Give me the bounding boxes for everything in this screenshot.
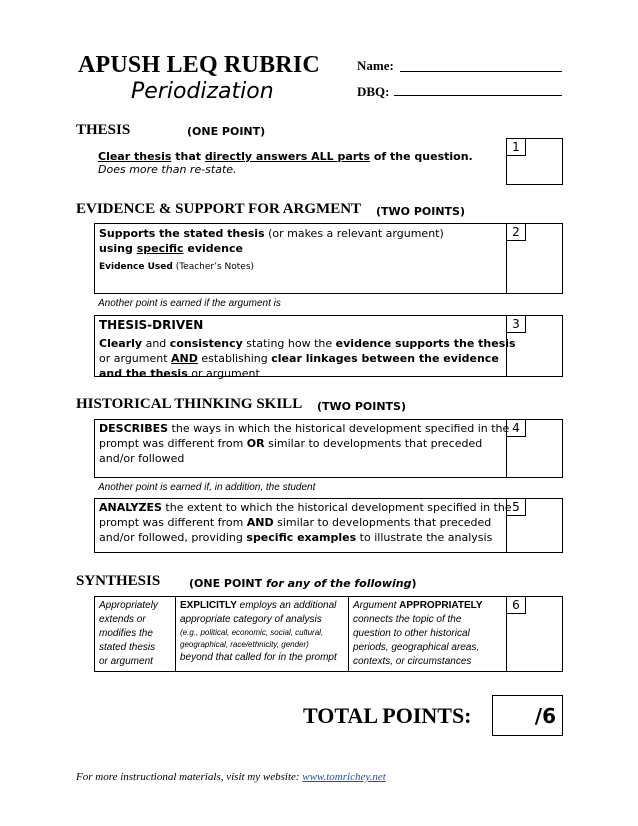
synthesis-option-3-line: periods, geographical areas, — [353, 642, 480, 653]
synthesis-option-3-line: connects the topic of the — [353, 614, 462, 625]
name-label: Name: — [357, 58, 394, 73]
evidence-row1-e: evidence — [183, 242, 243, 255]
footer-text: For more instructional materials, visit my website: — [76, 771, 303, 783]
evidence-used-label: Evidence Used — [99, 262, 173, 272]
historical-row1-b: the ways in which the historical development specified in the — [168, 422, 510, 435]
evidence-criterion-2 — [99, 336, 516, 381]
thesis-note: Does more than re-state. — [98, 163, 237, 176]
historical-heading: HISTORICAL THINKING SKILL — [76, 396, 303, 412]
synthesis-points — [189, 577, 417, 590]
historical-between-note: Another point is earned if, in addition, the student — [98, 482, 316, 493]
historical-row1-f: and/or followed — [99, 452, 185, 465]
evidence-row2-h: establishing — [197, 352, 272, 365]
evidence-row2-f: or argument — [99, 352, 172, 365]
synthesis-points-b: for any of the following — [265, 577, 412, 590]
historical-row2-e: similar to developments that preceded — [273, 516, 492, 529]
evidence-between-note: Another point is earned if the argument is — [98, 298, 281, 309]
total-points-box[interactable] — [492, 695, 563, 736]
evidence-row2-k: or argument — [187, 367, 260, 380]
thesis-criterion-d: of the question. — [370, 150, 473, 163]
synthesis-score-box[interactable] — [506, 597, 563, 671]
evidence-row2-g: AND — [171, 352, 198, 365]
page-subtitle: Periodization — [131, 79, 274, 104]
evidence-score-box-1[interactable] — [506, 224, 563, 293]
evidence-row1-d: specific — [136, 242, 184, 255]
synthesis-option-3-line: question to other historical — [353, 628, 470, 639]
evidence-row2-e: evidence supports the thesis — [335, 337, 516, 350]
evidence-used-note: (Teacher’s Notes) — [172, 262, 255, 272]
evidence-row-1 — [94, 223, 563, 294]
synthesis-option-1 — [99, 599, 158, 669]
evidence-row2-i: clear linkages between the evidence — [271, 352, 499, 365]
dbq-label: DBQ: — [357, 84, 390, 99]
thesis-score-number: 1 — [507, 139, 526, 156]
evidence-used — [99, 261, 254, 274]
historical-score-number-1: 4 — [507, 420, 526, 437]
evidence-score-number-2: 3 — [507, 316, 526, 333]
synthesis-option-1-line: stated thesis — [99, 642, 156, 653]
synthesis-option-3 — [353, 599, 503, 669]
synthesis-points-a: (ONE POINT — [189, 577, 266, 590]
evidence-row2-c: consistency — [169, 337, 243, 350]
historical-row-2 — [94, 498, 563, 553]
historical-row2-c: prompt was different from — [99, 516, 247, 529]
thesis-criterion-c: directly answers ALL parts — [204, 150, 371, 163]
historical-row2-h: to illustrate the analysis — [356, 531, 493, 544]
evidence-row1-c: using — [99, 242, 137, 255]
synthesis-option-2 — [180, 599, 346, 665]
synthesis-heading: SYNTHESIS — [76, 573, 161, 589]
thesis-heading: THESIS — [76, 122, 131, 138]
synthesis-option-2-d: beyond that called for in the prompt — [180, 652, 337, 663]
historical-criterion-1 — [99, 421, 509, 466]
historical-points: (TWO POINTS) — [317, 400, 407, 413]
historical-row1-d: OR — [246, 437, 265, 450]
dbq-field[interactable] — [394, 95, 562, 96]
historical-row2-d: AND — [246, 516, 274, 529]
synthesis-points-c: ) — [411, 577, 417, 590]
synthesis-option-2-example: (e.g., political, economic, social, cultural, — [180, 628, 324, 637]
historical-row1-e: similar to developments that preceded — [264, 437, 483, 450]
synthesis-option-2-example: geographical, race/ethnicity, gender) — [180, 640, 309, 649]
evidence-row2-j: and the thesis — [99, 367, 188, 380]
footer-website-link[interactable]: www.tomrichey.net — [302, 771, 386, 783]
synthesis-option-1-line: extends or — [99, 614, 146, 625]
synthesis-option-3-b: APPROPRIATELY — [399, 600, 483, 611]
historical-row2-f: and/or followed, providing — [99, 531, 247, 544]
synthesis-option-2-a: EXPLICITLY — [180, 600, 237, 611]
historical-score-box-2[interactable] — [506, 499, 563, 552]
historical-row-1 — [94, 419, 563, 478]
synthesis-score-number: 6 — [507, 597, 526, 614]
evidence-row2-a: Clearly — [99, 337, 143, 350]
evidence-points: (TWO POINTS) — [376, 205, 466, 218]
historical-row2-b: the extent to which the historical development specified in the — [161, 501, 512, 514]
historical-criterion-2 — [99, 500, 512, 545]
evidence-row1-b: (or makes a relevant argument) — [264, 227, 444, 240]
thesis-criterion-a: Clear thesis — [98, 150, 172, 163]
synthesis-option-2-b: employs an additional — [236, 600, 337, 611]
evidence-row1-a: Supports the stated thesis — [99, 227, 265, 240]
historical-row1-c: prompt was different from — [99, 437, 247, 450]
synthesis-option-1-line: Appropriately — [99, 600, 158, 611]
evidence-row2-d: stating how the — [242, 337, 336, 350]
synthesis-divider-2 — [348, 597, 349, 671]
thesis-criterion-b: that — [171, 150, 205, 163]
synthesis-divider-1 — [175, 597, 176, 671]
synthesis-row — [94, 596, 563, 672]
thesis-score-box[interactable] — [506, 138, 563, 185]
name-field[interactable] — [400, 71, 562, 72]
evidence-row2-b: and — [142, 337, 170, 350]
total-points-label: TOTAL POINTS: — [303, 703, 472, 728]
historical-row2-g: specific examples — [246, 531, 357, 544]
historical-score-box-1[interactable] — [506, 420, 563, 477]
thesis-points: (ONE POINT) — [187, 125, 266, 138]
historical-score-number-2: 5 — [507, 499, 526, 516]
synthesis-option-3-line: contexts, or circumstances — [353, 656, 472, 667]
evidence-heading: EVIDENCE & SUPPORT FOR ARGMENT — [76, 201, 362, 217]
synthesis-option-1-line: or argument — [99, 656, 153, 667]
total-points-value: /6 — [534, 704, 556, 728]
historical-row2-a: ANALYZES — [99, 501, 162, 514]
synthesis-option-3-a: Argument — [353, 600, 400, 611]
evidence-row-2 — [94, 315, 563, 380]
thesis-driven-title: THESIS-DRIVEN — [99, 318, 204, 332]
evidence-criterion-1 — [99, 226, 444, 256]
synthesis-option-2-c: appropriate category of analysis — [180, 614, 322, 625]
page-title: APUSH LEQ RUBRIC — [78, 52, 320, 78]
evidence-score-number-1: 2 — [507, 224, 526, 241]
historical-row1-a: DESCRIBES — [99, 422, 169, 435]
synthesis-option-1-line: modifies the — [99, 628, 153, 639]
footer — [76, 771, 386, 783]
